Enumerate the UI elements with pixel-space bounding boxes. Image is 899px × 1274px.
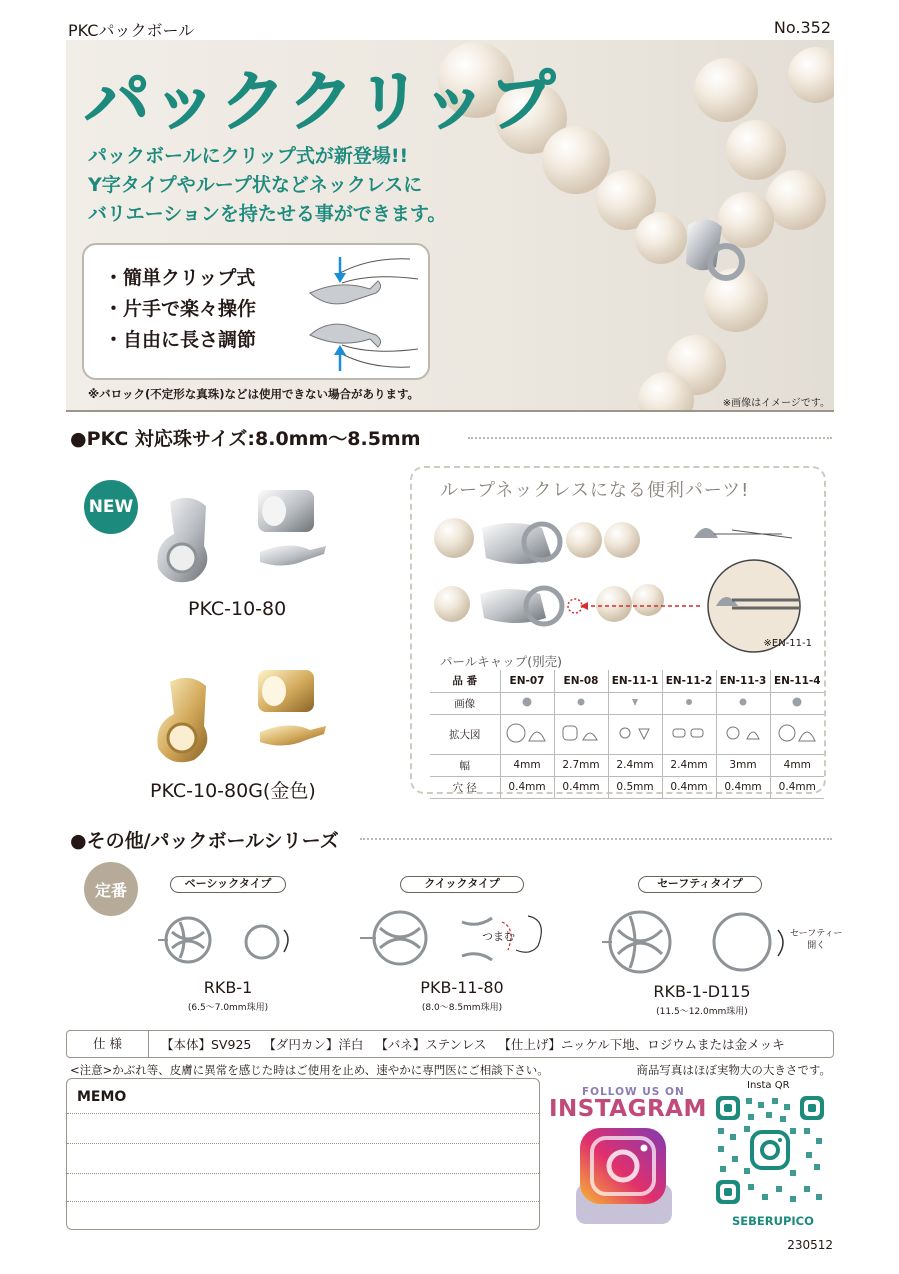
table-header: EN-07 <box>500 670 554 692</box>
clip-operation-illustration <box>280 253 426 375</box>
row-label: 幅 <box>430 754 500 776</box>
dotted-divider <box>468 437 832 439</box>
image-note: ※画像はイメージです。 <box>722 398 830 409</box>
cap-thumb-icon <box>770 692 824 714</box>
spec-bar <box>66 1030 834 1058</box>
cap-zoom-icon <box>662 714 716 754</box>
table-header: EN-11-1 <box>608 670 662 692</box>
memo-title: MEMO <box>77 1089 127 1105</box>
new-badge: NEW <box>84 480 138 534</box>
cap-zoom-icon <box>554 714 608 754</box>
spec-item: 【仕上げ】ニッケル下地、ロジウムまたは金メッキ <box>498 1037 785 1052</box>
safety-note-line: 開く <box>807 941 826 951</box>
feature-item: ・自由に長さ調節 <box>104 329 257 351</box>
pearl-cap-caption: パールキャップ(別売) <box>440 654 563 669</box>
hole-value: 0.4mm <box>554 776 608 798</box>
cap-thumb-icon <box>662 692 716 714</box>
instagram-wordmark: INSTAGRAM <box>549 1096 707 1122</box>
hero-line: Y字タイプやループ状などネックレスに <box>88 174 423 196</box>
width-value: 4mm <box>500 754 554 776</box>
table-header: 品 番 <box>430 670 500 692</box>
hole-value: 0.4mm <box>770 776 824 798</box>
memo-box <box>66 1078 540 1230</box>
memo-line <box>67 1201 539 1202</box>
width-value: 2.7mm <box>554 754 608 776</box>
qr-title: Insta QR <box>747 1080 790 1091</box>
document-number: No.352 <box>773 18 831 37</box>
cap-zoom-icon <box>608 714 662 754</box>
spec-label: 仕 様 <box>67 1031 149 1057</box>
type-label-quick: クイックタイプ <box>400 876 524 893</box>
row-label: 画像 <box>430 692 500 714</box>
type-label-safety: セーフティタイプ <box>638 876 762 893</box>
cap-zoom-icon <box>716 714 770 754</box>
hole-value: 0.4mm <box>500 776 554 798</box>
caution-notice: <注意>かぶれ等、皮膚に異常を感じた時はご使用を止め、速やかに専門医にご相談下さい。 <box>70 1063 549 1077</box>
table-header: EN-08 <box>554 670 608 692</box>
section-pkc-title: ●PKC 対応珠サイズ:8.0mm〜8.5mm <box>70 428 421 450</box>
section-other-title: ●その他/パックボールシリーズ <box>70 830 339 852</box>
type-label-basic: ベーシックタイプ <box>170 876 286 893</box>
hero-line: バリエーションを持たせる事ができます。 <box>88 203 447 225</box>
part-code: ※EN-11-1 <box>763 638 812 649</box>
feature-box <box>82 243 430 380</box>
series-name: PKCパックボール <box>68 21 195 40</box>
width-value: 3mm <box>716 754 770 776</box>
cap-thumb-icon <box>500 692 554 714</box>
pinch-note: つまむ <box>482 930 515 943</box>
model-rkb-1-d115: RKB-1-D115 <box>653 982 751 1001</box>
loop-box-title: ループネックレスになる便利パーツ! <box>440 480 750 501</box>
model-pkb-11-80: PKB-11-80 <box>420 978 504 997</box>
feature-item: ・片手で楽々操作 <box>104 298 257 320</box>
feature-item: ・簡単クリップ式 <box>104 267 256 289</box>
divider <box>66 410 834 412</box>
pkc-10-80-image <box>140 482 350 592</box>
model-pkc-10-80: PKC-10-80 <box>188 598 287 620</box>
dotted-divider <box>360 838 832 840</box>
size-rkb-1-d115: (11.5〜12.0mm珠用) <box>656 1007 748 1017</box>
baroque-note: ※バロック(不定形な真珠)などは使用できない場合があります。 <box>88 387 420 401</box>
row-label: 拡大図 <box>430 714 500 754</box>
model-pkc-10-80g: PKC-10-80G(金色) <box>150 780 316 802</box>
cap-thumb-icon <box>554 692 608 714</box>
hero-description <box>88 142 446 229</box>
cap-thumb-icon <box>608 692 662 714</box>
hero-banner <box>66 40 834 410</box>
hole-value: 0.4mm <box>662 776 716 798</box>
cap-thumb-icon <box>716 692 770 714</box>
pearl-cap-table <box>430 670 824 799</box>
safety-note-line: セーフティー <box>790 929 843 939</box>
size-notice: 商品写真はほぼ実物大の大きさです。 <box>636 1063 831 1077</box>
spec-item: 【本体】SV925 <box>161 1037 252 1052</box>
memo-line <box>67 1113 539 1114</box>
memo-line <box>67 1173 539 1174</box>
hero-line: パックボールにクリップ式が新登場!! <box>88 145 409 167</box>
row-label: 穴 径 <box>430 776 500 798</box>
loop-necklace-box <box>410 466 826 794</box>
width-value: 4mm <box>770 754 824 776</box>
size-rkb-1: (6.5〜7.0mm珠用) <box>187 1003 269 1013</box>
hole-value: 0.4mm <box>716 776 770 798</box>
table-header: EN-11-3 <box>716 670 770 692</box>
size-pkb-11-80: (8.0〜8.5mm珠用) <box>421 1003 503 1013</box>
width-value: 2.4mm <box>608 754 662 776</box>
hole-value: 0.5mm <box>608 776 662 798</box>
pkc-10-80g-image <box>140 662 350 772</box>
standard-badge: 定番 <box>84 862 138 916</box>
loop-parts-illustration <box>432 508 812 658</box>
table-header: EN-11-2 <box>662 670 716 692</box>
memo-line <box>67 1143 539 1144</box>
feature-list <box>104 263 256 356</box>
follow-us-text: FOLLOW US ON <box>582 1086 685 1098</box>
safety-note <box>790 928 842 952</box>
spec-item: 【ダ円カン】洋白 <box>263 1037 364 1052</box>
document-code: 230512 <box>787 1238 833 1252</box>
qr-code-icon[interactable] <box>714 1094 826 1206</box>
cap-zoom-icon <box>770 714 824 754</box>
model-rkb-1: RKB-1 <box>203 978 253 997</box>
spec-item: 【バネ】ステンレス <box>375 1037 487 1052</box>
series-product-images <box>150 902 800 982</box>
cap-zoom-icon <box>500 714 554 754</box>
hero-title: パッククリップ <box>84 63 558 140</box>
table-header: EN-11-4 <box>770 670 824 692</box>
width-value: 2.4mm <box>662 754 716 776</box>
instagram-logo-icon <box>566 1124 682 1234</box>
brand-name: SEBERUPICO <box>732 1214 814 1228</box>
